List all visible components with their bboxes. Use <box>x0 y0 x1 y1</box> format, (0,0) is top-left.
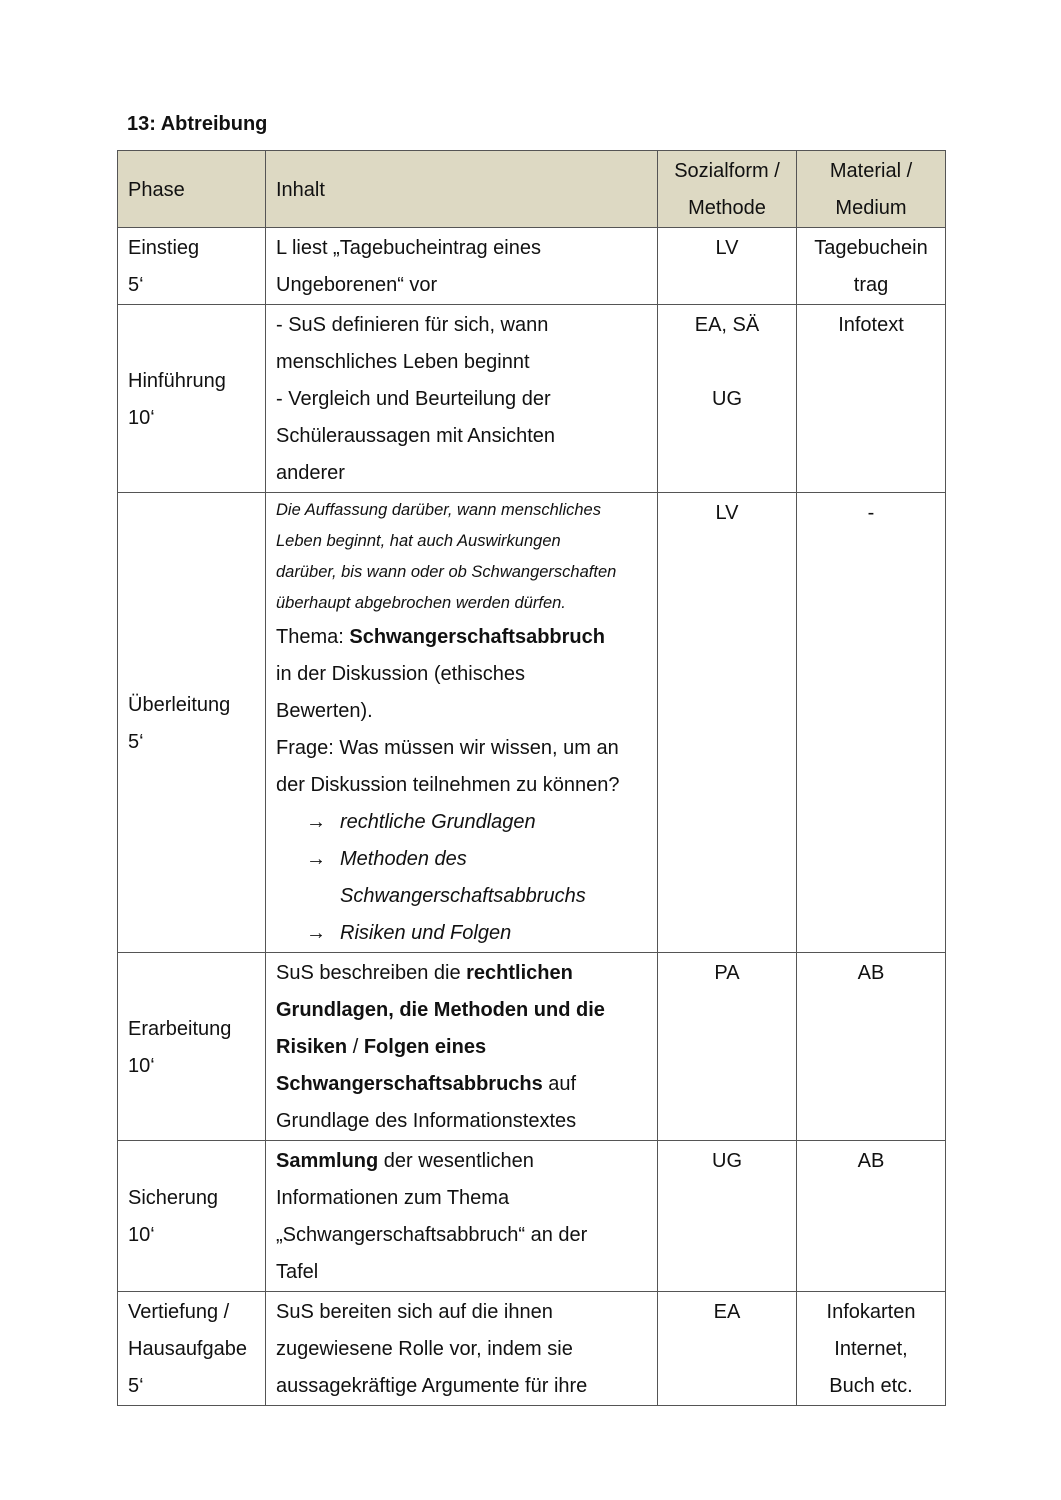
text: anderer <box>276 462 345 484</box>
table-row <box>118 953 946 1141</box>
header-material <box>797 151 946 228</box>
text: SuS beschreiben die <box>276 962 467 984</box>
cell-line: 5‘ <box>128 730 144 753</box>
bold-text: Schwangerschaftsabbruchs <box>276 1073 543 1095</box>
text: Frage: Was müssen wir wissen, um an <box>276 737 619 759</box>
text: Die Auffassung darüber, wann menschliches <box>276 501 601 519</box>
text: - SuS definieren für sich, wann <box>276 314 549 336</box>
text: der Diskussion teilnehmen zu können? <box>276 774 620 796</box>
text: „Schwangerschaftsabbruch“ an der <box>276 1224 588 1246</box>
cell-line: AB <box>857 962 885 984</box>
sozialform-cell <box>658 493 797 953</box>
inhalt-cell <box>266 493 658 953</box>
bold-text: rechtlichen <box>466 962 573 984</box>
cell-line: trag <box>853 274 889 296</box>
phase-cell <box>118 1292 266 1406</box>
cell-line: 10‘ <box>128 1054 155 1077</box>
cell-line: EA, SÄ <box>694 314 760 336</box>
content-line <box>276 693 648 730</box>
text: Leben beginnt, hat auch Auswirkungen <box>276 532 561 550</box>
phase-cell <box>118 493 266 953</box>
text: überhaupt abgebrochen werden dürfen. <box>276 594 566 612</box>
header-phase <box>118 151 266 228</box>
cell-line: Hinführung <box>128 369 226 392</box>
table-row <box>118 228 946 305</box>
cell-line: 10‘ <box>128 406 155 429</box>
cell-line: 5‘ <box>128 274 144 296</box>
text: Informationen zum Thema <box>276 1187 510 1209</box>
text: auf <box>542 1073 577 1095</box>
content-line <box>276 656 648 693</box>
content-line <box>276 1254 648 1291</box>
text: zugewiesene Rolle vor, indem sie <box>276 1338 573 1360</box>
sozialform-cell <box>658 305 797 493</box>
inhalt-cell <box>266 1292 658 1406</box>
content-line <box>276 1331 648 1368</box>
header-sozialform <box>658 151 797 228</box>
material-cell <box>797 1141 946 1292</box>
arrow-icon: → <box>306 922 326 944</box>
lesson-plan-table <box>117 150 946 1406</box>
cell-line: Überleitung <box>128 693 231 716</box>
text: Risiken und Folgen <box>340 922 512 944</box>
cell-line: Sicherung <box>128 1187 219 1209</box>
arrow-icon: → <box>306 811 326 833</box>
content-line <box>276 619 648 656</box>
content-line <box>276 1103 648 1140</box>
content-line <box>276 526 648 557</box>
cell-line: Material / <box>829 160 913 182</box>
cell-line: Erarbeitung <box>128 1017 232 1040</box>
bold-text: Sammlung <box>276 1150 379 1172</box>
cell-line: Vertiefung / <box>128 1301 230 1323</box>
table-row <box>118 493 946 953</box>
text: Thema: <box>276 626 350 648</box>
sozialform-cell <box>658 1292 797 1406</box>
cell-line: Buch etc. <box>829 1375 913 1397</box>
cell-line: Infokarten <box>826 1301 916 1323</box>
text: Grundlage des Informationstextes <box>276 1110 577 1132</box>
content-line <box>276 588 648 619</box>
cell-line: Phase <box>128 178 185 201</box>
phase-cell <box>118 305 266 493</box>
content-line <box>276 455 648 492</box>
cell-line: - <box>867 502 875 524</box>
material-cell <box>797 305 946 493</box>
content-line <box>276 1294 648 1331</box>
content-line <box>276 381 648 418</box>
cell-line: PA <box>714 962 740 984</box>
cell-line: Hausaufgabe <box>128 1338 247 1360</box>
content-line <box>276 878 648 915</box>
text: Schwangerschaftsabbruchs <box>340 885 586 907</box>
content-line <box>276 1143 648 1180</box>
text: SuS bereiten sich auf die ihnen <box>276 1301 553 1323</box>
content-line <box>276 841 648 878</box>
cell-line: Inhalt <box>276 178 325 201</box>
cell-line <box>662 344 792 381</box>
content-line <box>276 307 648 344</box>
cell-line: Methode <box>688 197 766 219</box>
header-inhalt <box>266 151 658 228</box>
cell-line: 10‘ <box>128 1224 155 1246</box>
content-line <box>276 344 648 381</box>
sozialform-cell <box>658 953 797 1141</box>
text: darüber, bis wann oder ob Schwangerschaften <box>276 563 617 581</box>
text: Ungeborenen“ vor <box>276 274 438 296</box>
material-cell <box>797 493 946 953</box>
content-line <box>276 804 648 841</box>
text: Methoden des <box>340 848 467 870</box>
content-line <box>276 1217 648 1254</box>
content-line <box>276 1368 648 1405</box>
content-line <box>276 1180 648 1217</box>
cell-line: LV <box>715 237 739 259</box>
sozialform-cell <box>658 228 797 305</box>
material-cell <box>797 228 946 305</box>
text: L liest „Tagebucheintrag eines <box>276 237 541 259</box>
content-line <box>276 1029 648 1066</box>
cell-line: Einstieg <box>128 237 200 259</box>
content-line <box>276 955 648 992</box>
content-line <box>276 495 648 526</box>
content-line <box>276 767 648 804</box>
inhalt-cell <box>266 1141 658 1292</box>
content-line <box>276 418 648 455</box>
table-row <box>118 305 946 493</box>
text: Tafel <box>276 1261 319 1283</box>
content-line <box>276 915 648 952</box>
content-line <box>276 267 648 304</box>
material-cell <box>797 1292 946 1406</box>
text: der wesentlichen <box>378 1150 534 1172</box>
text: / <box>347 1036 364 1058</box>
cell-line: Medium <box>835 197 907 219</box>
inhalt-cell <box>266 305 658 493</box>
cell-line: UG <box>712 388 742 410</box>
text: rechtliche Grundlagen <box>340 811 536 833</box>
content-line <box>276 730 648 767</box>
table-row <box>118 1141 946 1292</box>
bold-text: Folgen eines <box>363 1036 487 1058</box>
cell-line: AB <box>857 1150 885 1172</box>
phase-cell <box>118 1141 266 1292</box>
sozialform-cell <box>658 1141 797 1292</box>
bold-text: Schwangerschaftsabbruch <box>349 626 605 648</box>
bold-text: Grundlagen, die Methoden und die <box>276 999 605 1021</box>
text: menschliches Leben beginnt <box>276 351 530 373</box>
cell-line: LV <box>715 502 739 524</box>
bold-text: Risiken <box>276 1036 348 1058</box>
text: Schüleraussagen mit Ansichten <box>276 425 556 447</box>
cell-line: 5‘ <box>128 1375 144 1397</box>
cell-line: Internet, <box>834 1338 908 1360</box>
text: aussagekräftige Argumente für ihre <box>276 1375 588 1397</box>
table-header-row <box>118 151 946 228</box>
cell-line: Infotext <box>838 314 904 336</box>
inhalt-cell <box>266 228 658 305</box>
content-line <box>276 1066 648 1103</box>
text: Bewerten). <box>276 700 373 722</box>
page-title: 13: Abtreibung <box>127 113 268 135</box>
text: in der Diskussion (ethisches <box>276 663 525 685</box>
content-line <box>276 230 648 267</box>
cell-line: EA <box>713 1301 741 1323</box>
content-line <box>276 992 648 1029</box>
phase-cell <box>118 228 266 305</box>
cell-line: Tagebuchein <box>814 237 928 259</box>
material-cell <box>797 953 946 1141</box>
phase-cell <box>118 953 266 1141</box>
inhalt-cell <box>266 953 658 1141</box>
cell-line: Sozialform / <box>674 160 780 182</box>
table-row <box>118 1292 946 1406</box>
arrow-icon: → <box>306 848 326 870</box>
text: - Vergleich und Beurteilung der <box>276 388 551 410</box>
cell-line: UG <box>712 1150 742 1172</box>
content-line <box>276 557 648 588</box>
